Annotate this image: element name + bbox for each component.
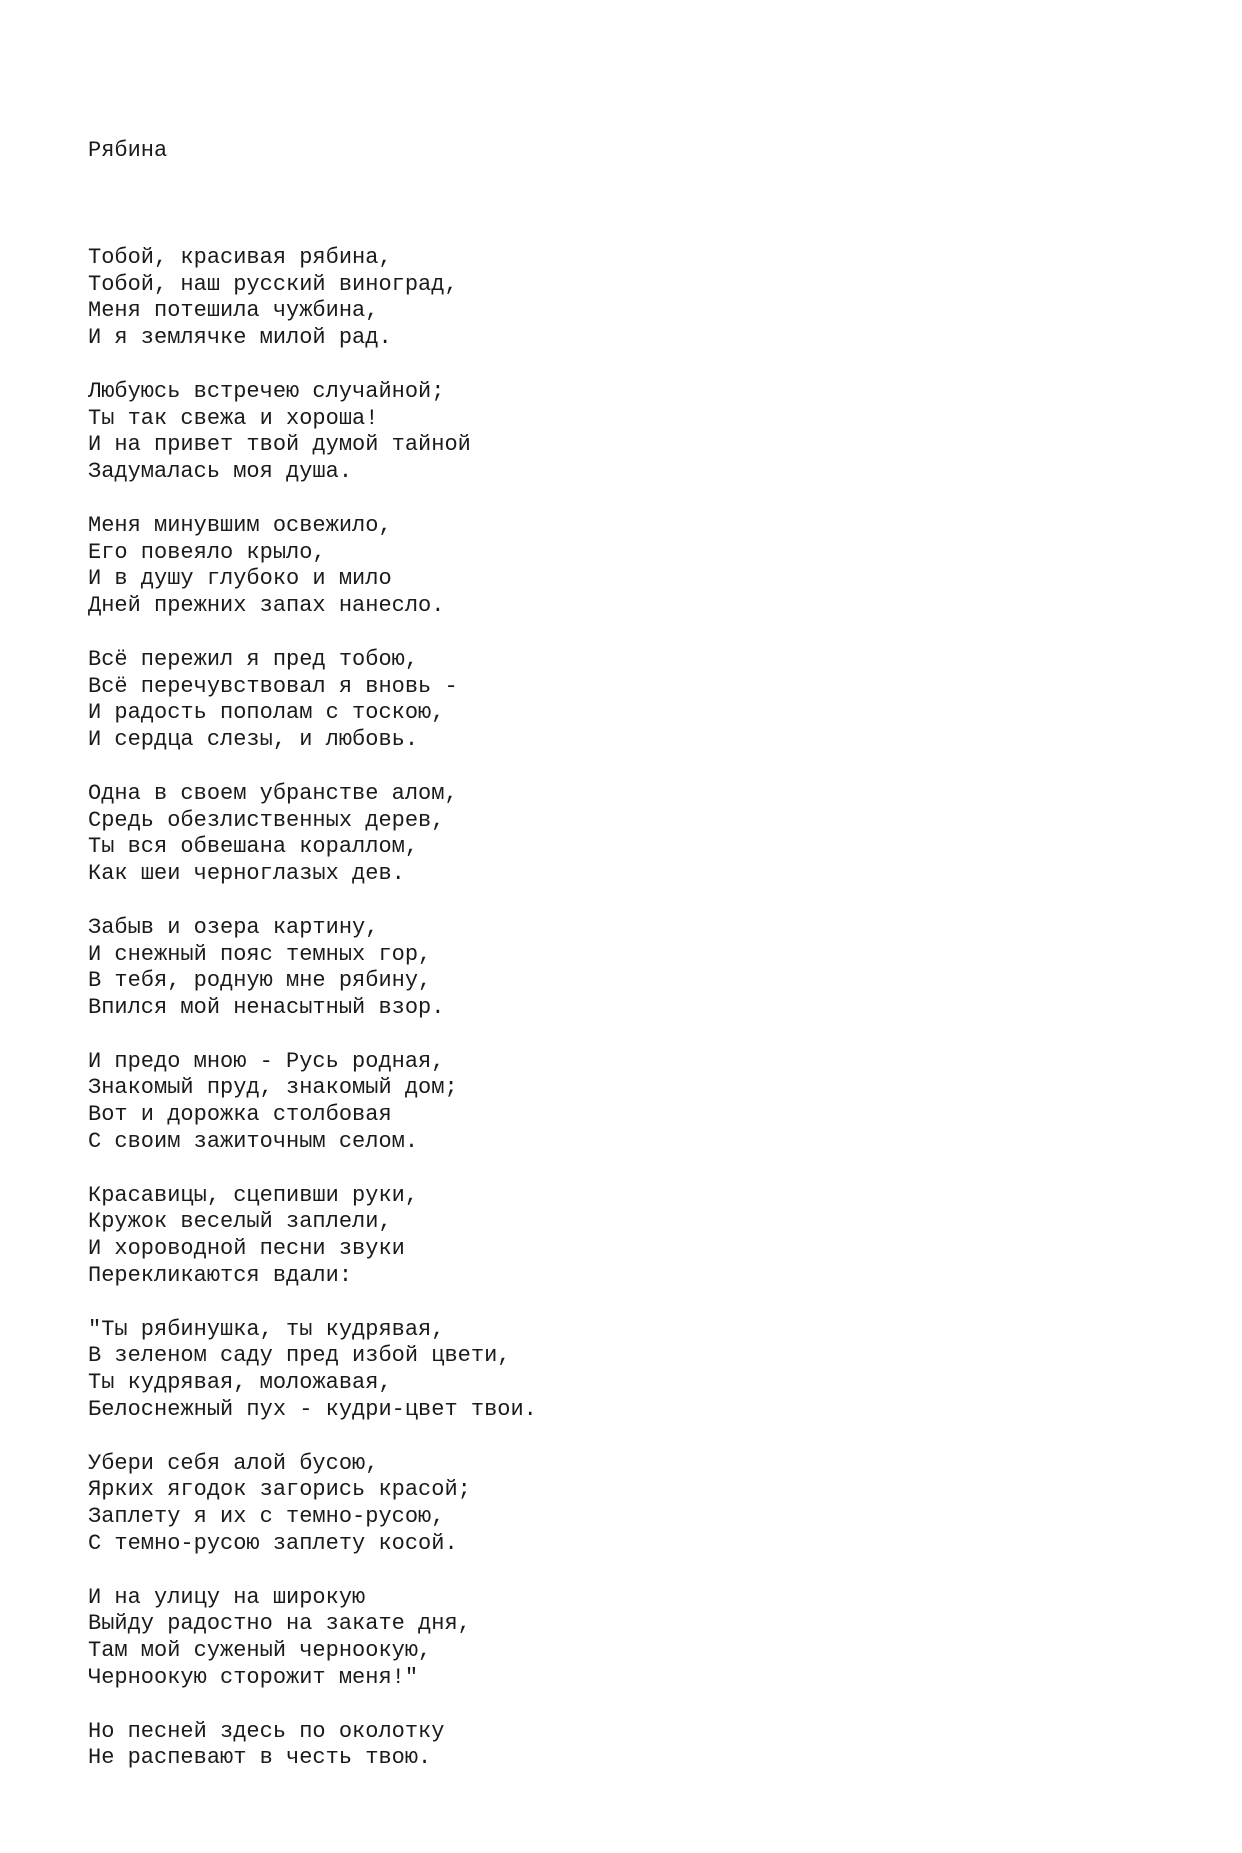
poem-line: Черноокую сторожит меня!" — [88, 1665, 419, 1691]
poem-line: Кружок веселый заплели, — [88, 1209, 392, 1235]
poem-line: И предо мною - Русь родная, — [88, 1048, 445, 1074]
stanza — [88, 1585, 1188, 1692]
poem-line: И сердца слезы, и любовь. — [88, 727, 419, 753]
poem-line: Знакомый пруд, знакомый дом; — [88, 1075, 458, 1101]
poem-line: Там мой суженый черноокую, — [88, 1638, 432, 1664]
poem-line: И радость пополам с тоскою, — [88, 700, 445, 726]
poem-line: Ярких ягодок загорись красой; — [88, 1477, 471, 1503]
poem-line: И снежный пояс темных гор, — [88, 941, 432, 967]
poem-line: Всё пережил я пред тобою, — [88, 646, 419, 672]
poem-line: Средь обезлиственных дерев, — [88, 807, 445, 833]
poem-line: Задумалась моя душа. — [88, 459, 353, 485]
poem-line: И я землячке милой рад. — [88, 325, 392, 351]
poem-line: И хороводной песни звуки — [88, 1236, 405, 1262]
poem-stanzas — [88, 245, 1188, 1772]
poem-line: Вот и дорожка столбовая — [88, 1102, 392, 1128]
poem-line: И на улицу на широкую — [88, 1584, 366, 1610]
poem-line: Меня минувшим освежило, — [88, 512, 392, 538]
stanza — [88, 245, 1188, 352]
poem-line: Любуюсь встречею случайной; — [88, 378, 445, 404]
poem-line: Но песней здесь по околотку — [88, 1718, 445, 1744]
poem-line: Его повеяло крыло, — [88, 539, 326, 565]
stanza — [88, 1719, 1188, 1773]
poem-line: С темно-русою заплету косой. — [88, 1531, 458, 1557]
poem-line: Всё перечувствовал я вновь - — [88, 673, 458, 699]
poem-line: Заплету я их с темно-русою, — [88, 1504, 445, 1530]
poem-line: Ты кудрявая, моложавая, — [88, 1370, 392, 1396]
poem-line: Меня потешила чужбина, — [88, 298, 379, 324]
stanza — [88, 781, 1188, 888]
poem-line: Красавицы, сцепивши руки, — [88, 1182, 419, 1208]
poem-line: Тобой, красивая рябина, — [88, 244, 392, 270]
poem-line: Забыв и озера картину, — [88, 914, 379, 940]
poem-line: С своим зажиточным селом. — [88, 1129, 419, 1155]
poem-line: Впился мой ненасытный взор. — [88, 995, 445, 1021]
stanza — [88, 1183, 1188, 1290]
poem-line: "Ты рябинушка, ты кудрявая, — [88, 1316, 445, 1342]
poem-line: Тобой, наш русский виноград, — [88, 271, 458, 297]
poem-line: Дней прежних запах нанесло. — [88, 593, 445, 619]
poem-line: Выйду радостно на закате дня, — [88, 1611, 471, 1637]
stanza — [88, 1317, 1188, 1424]
poem-line: Перекликаются вдали: — [88, 1263, 353, 1289]
stanza — [88, 1049, 1188, 1156]
poem-line: Как шеи черноглазых дев. — [88, 861, 405, 887]
stanza — [88, 1451, 1188, 1558]
poem-line: В тебя, родную мне рябину, — [88, 968, 432, 994]
stanza — [88, 379, 1188, 486]
poem-line: В зеленом саду пред избой цвети, — [88, 1343, 511, 1369]
poem-text — [88, 84, 1188, 1853]
stanza — [88, 915, 1188, 1022]
poem-line: Белоснежный пух - кудри-цвет твои. — [88, 1397, 537, 1423]
stanza — [88, 647, 1188, 754]
poem-line: Одна в своем убранстве алом, — [88, 780, 458, 806]
poem-title: Рябина — [88, 137, 168, 163]
poem-line: Убери себя алой бусою, — [88, 1450, 379, 1476]
poem-line: Не распевают в честь твою. — [88, 1745, 432, 1771]
poem-line: И на привет твой думой тайной — [88, 432, 471, 458]
poem-line: Ты вся обвешана кораллом, — [88, 834, 419, 860]
stanza — [88, 513, 1188, 620]
poem-line: И в душу глубоко и мило — [88, 566, 392, 592]
poem-line: Ты так свежа и хороша! — [88, 405, 379, 431]
